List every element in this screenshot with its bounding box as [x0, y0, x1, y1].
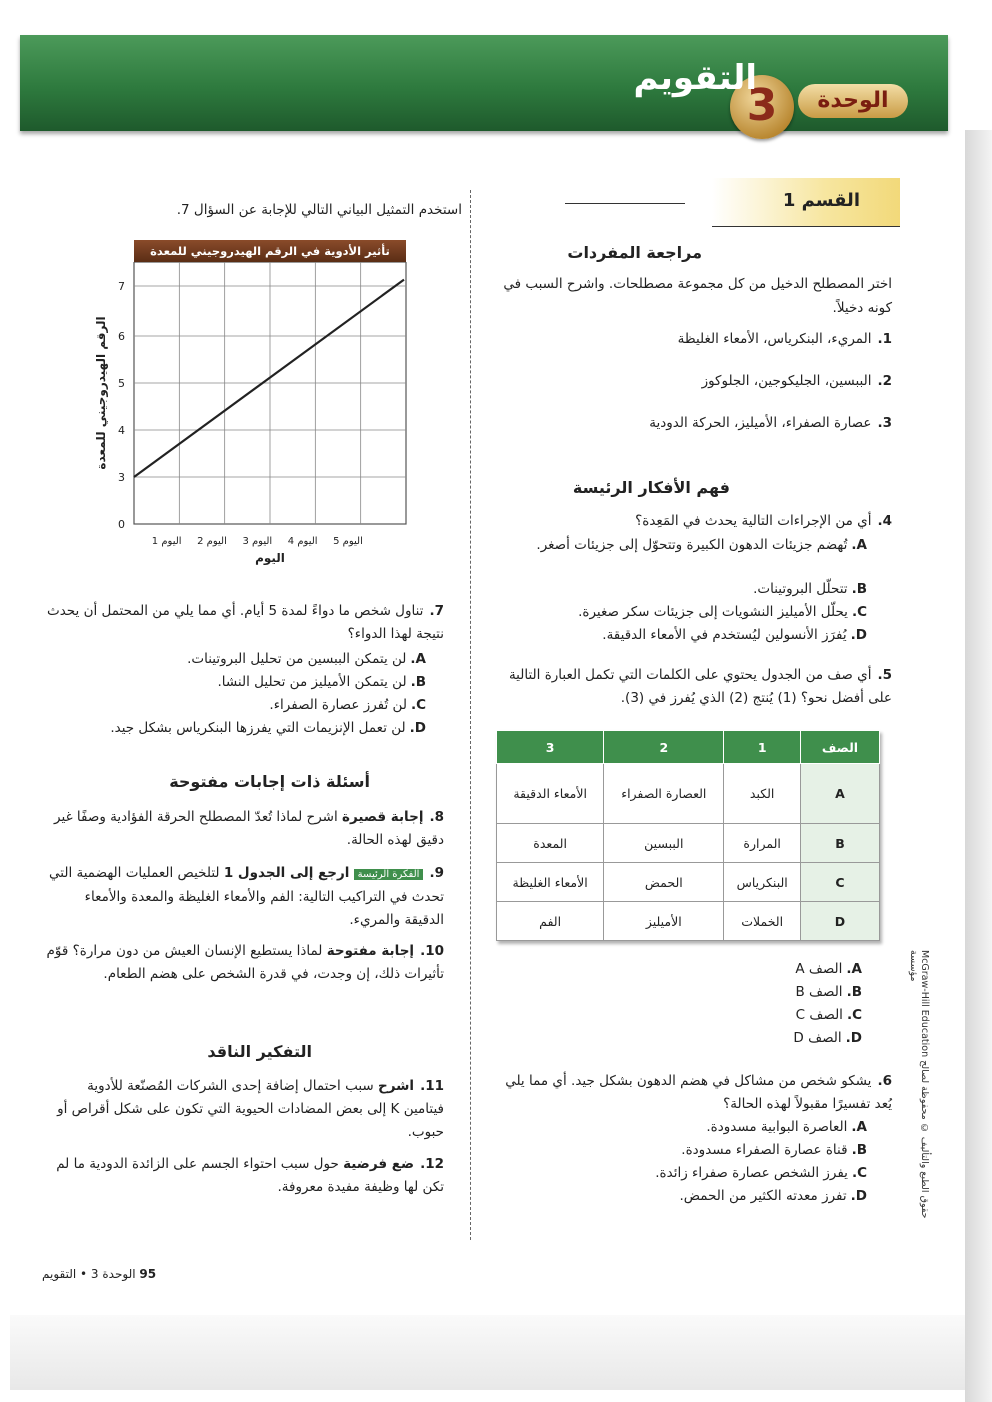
x-tick-label: اليوم 1 [151, 536, 182, 547]
table-header: 3 [497, 731, 604, 764]
open-heading: أسئلة ذات إجابات مفتوحة [169, 772, 370, 791]
table-cell: الخملات [724, 902, 801, 941]
row-label: A [801, 764, 880, 824]
q7-option-b[interactable]: B.لن يتمكن الأميليز من تحليل النشا. [217, 674, 426, 690]
q7-option-a[interactable]: A.لن يتمكن الببسين من تحليل البروتينات. [187, 651, 426, 667]
q4-option-b[interactable]: B.تتحلّل البروتينات. [753, 581, 867, 597]
x-tick-label: اليوم 5 [333, 536, 363, 547]
vocab-item-2: 2.الببسين، الجليكوجين، الجلوكوز [701, 373, 892, 389]
question-6: 6.يشكو شخص من مشاكل في هضم الدهون بشكل جيد. أي مما يلي يُعد تفسيرًا مقبولاً لهذه الحالة؟ [505, 1073, 892, 1112]
column-divider [470, 190, 471, 1240]
question-8: 8.إجابة قصيرة اشرح لماذا تُعدّ المصطلح الحرقة الفؤادية وصفًا غير دقيق لهذه الحالة. [54, 809, 444, 848]
section-rule [565, 203, 685, 204]
vocab-item-3: 3.عصارة الصفراء، الأميليز، الحركة الدودية [649, 415, 892, 431]
vocab-item-1: 1.المريء، البنكرياس، الأمعاء الغليظة [677, 331, 892, 347]
question-7: 7.تناول شخص ما دواءً لمدة 5 أيام. أي مما يلي من المحتمل أن يحدث نتيجة لهذا الدواء؟ [47, 603, 444, 642]
table-row [497, 902, 880, 941]
row-label: C [801, 863, 880, 902]
row-label: D [801, 902, 880, 941]
question-12: 12.ضع فرضية حول سبب احتواء الجسم على الزائدة الدودية ما لم تكن لها وظيفة مفيدة معروفة. [56, 1156, 444, 1195]
main-idea-badge: الفكرة الرئيسة [354, 869, 424, 880]
table-row [497, 824, 880, 863]
vocab-instruction: اختر المصطلح الدخيل من كل مجموعة مصطلحات. واشرح السبب في كونه دخيلاً. [503, 276, 892, 316]
q5-option-d[interactable]: D.الصف D [793, 1030, 862, 1046]
table-cell: الأمعاء الغليظة [497, 863, 604, 902]
table-cell: المعدة [497, 824, 604, 863]
vocab-heading: مراجعة المفردات [567, 243, 702, 262]
question-9: 9.الفكرة الرئيسة ارجع إلى الجدول 1 لتلخيص العمليات الهضمية التي تحدث في التراكيب التالية: الفم والأمعاء الغليظة والمعدة والأمعاء الدقيقة والمريء. [49, 865, 444, 928]
page-bottom-edge [10, 1315, 965, 1390]
table-cell: الكبد [724, 764, 801, 824]
question-5-table [496, 730, 880, 941]
page-number: 95 [139, 1267, 157, 1281]
y-tick-label: 3 [118, 471, 125, 484]
q6-option-a[interactable]: A.العاصرة البوابية مسدودة. [706, 1119, 867, 1135]
y-tick-label: 0 [118, 518, 125, 531]
y-axis-label: الرقم الهيدروجيني للمعدة [94, 316, 108, 470]
row-label: B [801, 824, 880, 863]
y-tick-label: 7 [118, 280, 125, 293]
footer-text: الوحدة 3 • التقويم [42, 1267, 136, 1281]
table-header: الصف [801, 731, 880, 764]
table-cell: الحمض [604, 863, 724, 902]
y-tick-label: 5 [118, 377, 125, 390]
x-tick-label: اليوم 4 [287, 536, 318, 547]
main-ideas-heading: فهم الأفكار الرئيسة [572, 478, 730, 497]
critical-thinking-heading: التفكير الناقد [207, 1042, 312, 1061]
section-tab [712, 178, 900, 227]
unit-number-badge: 3 [730, 75, 794, 139]
q7-option-d[interactable]: D.لن تعمل الإنزيمات التي يفرزها البنكرياس بشكل جيد. [110, 720, 426, 736]
x-ticks [152, 536, 363, 547]
question-4: 4.أي من الإجراءات التالية يحدث في المَعِدة؟ [635, 513, 892, 529]
q4-option-a[interactable]: A.تُهضم جزيئات الدهون الكبيرة وتتحوّل إلى جزيئات أصغر. [536, 537, 867, 553]
table-header-row [497, 731, 880, 764]
section-label: القسم 1 [782, 190, 860, 211]
q5-option-c[interactable]: C.الصف C [795, 1007, 862, 1023]
stomach-ph-chart [85, 262, 415, 572]
unit-label: الوحدة [798, 84, 908, 118]
question-11: 11.اشرح سبب احتمال إضافة إحدى الشركات المُصنّعة للأدوية فيتامين K إلى بعض المضادات الحيوية التي تكون على شكل أقراص أو حبوب. [57, 1078, 444, 1140]
y-tick-label: 6 [118, 330, 125, 343]
table-row [497, 863, 880, 902]
table-cell: الببسين [604, 824, 724, 863]
x-axis-label: اليوم [255, 551, 285, 565]
y-tick-label: 4 [118, 424, 125, 437]
x-tick-label: اليوم 2 [197, 536, 227, 547]
table-cell: المرارة [724, 824, 801, 863]
table-header: 1 [724, 731, 801, 764]
q5-option-a[interactable]: A.الصف A [795, 961, 862, 977]
q5-option-b[interactable]: B.الصف B [795, 984, 862, 1000]
table-cell: الفم [497, 902, 604, 941]
table-cell: الأميليز [604, 902, 724, 941]
q7-option-c[interactable]: C.لن تُفرز عصارة الصفراء. [269, 697, 426, 713]
table-cell: العصارة الصفراء [604, 764, 724, 824]
copyright-side-text: McGraw-Hill Education حقوق الطبع والتأليف © محفوظة لصالح مؤسسة [908, 950, 930, 1219]
chart-title: تأثير الأدوية في الرقم الهيدروجيني للمعدة [134, 240, 406, 262]
q4-option-c[interactable]: C.يحلّل الأميليز النشويات إلى جزيئات سكر صغيرة. [578, 604, 867, 620]
page-title: التقويم [633, 58, 757, 98]
q4-option-d[interactable]: D.يُفرَز الأنسولين ليُستخدم في الأمعاء الدقيقة. [602, 627, 867, 643]
q6-option-b[interactable]: B.قناة عصارة الصفراء مسدودة. [681, 1142, 867, 1158]
q6-option-c[interactable]: C.يفرز الشخص عصارة صفراء زائدة. [655, 1165, 867, 1181]
page-edge [965, 130, 992, 1402]
q6-option-d[interactable]: D.تفرز معدته الكثير من الحمض. [679, 1188, 867, 1204]
question-10: 10.إجابة مفتوحة لماذا يستطيع الإنسان العيش من دون مرارة؟ قوّم تأثيرات ذلك، إن وجدت، في قدرة الشخص على هضم الطعام. [46, 943, 444, 982]
y-ticks [118, 280, 125, 531]
table-cell: البنكرياس [724, 863, 801, 902]
graph-intro: استخدم التمثيل البياني التالي للإجابة عن السؤال 7. [176, 202, 462, 218]
question-5: 5.أي صف من الجدول يحتوي على الكلمات التي تكمل العبارة التالية على أفضل نحو؟ (1) يُنتج (2) الذي يُفرز في (3). [508, 667, 892, 706]
x-tick-label: اليوم 3 [242, 536, 273, 547]
page-footer [42, 1267, 156, 1281]
table-row [497, 764, 880, 824]
table-cell: الأمعاء الدقيقة [497, 764, 604, 824]
table-header: 2 [604, 731, 724, 764]
